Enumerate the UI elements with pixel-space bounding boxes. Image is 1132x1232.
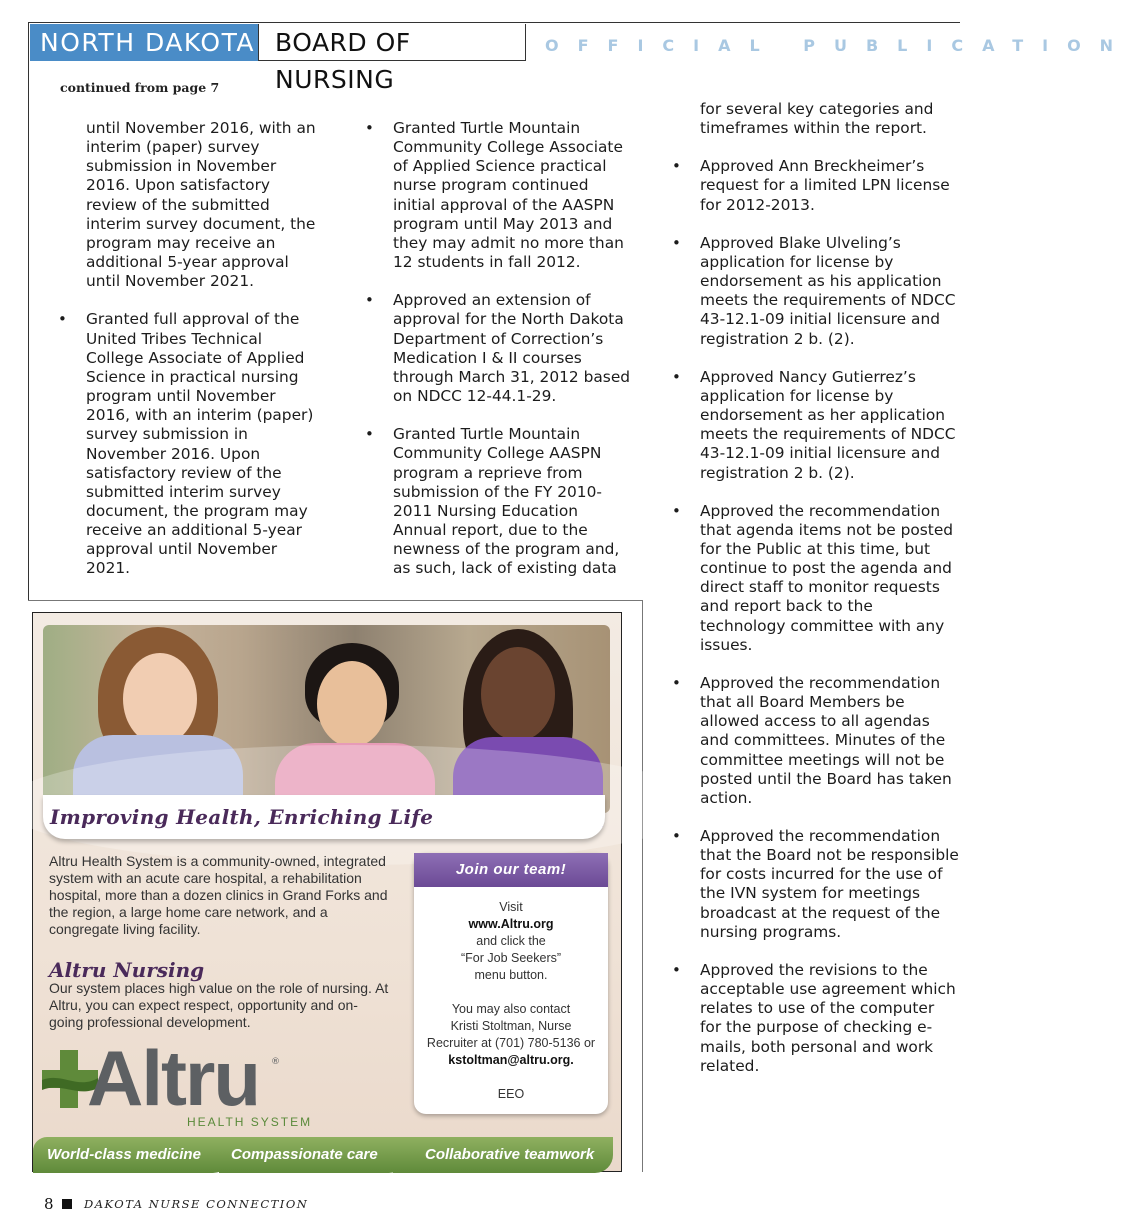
ad-intro-text: Altru Health System is a community-owned, integrated system with an acute care hospital, a rehabilitation hospital, more than a dozen clinics in Grand Forks and the region, a large home care network, and a congregate living facility. [49,853,388,937]
article-column-1 [54,119,322,598]
altru-advertisement [32,612,622,1172]
list-item-text: Approved Nancy Gutierrez’s application for license by endorsement as her application meets the requirements of NDCC 43-12.1-09 initial licensure and registration 2 b. (2). [700,367,956,482]
list-item-text: Approved the recommendation that the Board not be responsible for costs incurred for the use of the IVN system for meetings broadcast at the request of the nursing programs. [700,827,959,941]
list-item [668,157,960,214]
bullet-icon: • [672,233,681,252]
footer-pill-teamwork: Collaborative teamwork [393,1137,613,1173]
header-state: NORTH DAKOTA [30,24,258,61]
footer-pill-care: Compassionate care [219,1137,407,1173]
ad-nursing-title: Altru Nursing [49,958,205,982]
list-item [668,674,960,808]
ad-top-rule [28,600,642,601]
header-board: BOARD OF NURSING [258,24,526,61]
list-item-text: Approved Blake Ulveling’s application for license by endorsement as his application meets the requirements of NDCC 43-12.1-09 initial licensure and registration 2 b. (2). [700,233,956,348]
ad-footer-bar [33,1137,623,1173]
list-item [668,961,960,1076]
join-team-body [414,887,608,1103]
bullet-icon: • [672,501,681,520]
bullet-icon: • [672,960,681,979]
ad-tagline: Improving Health, Enriching Life [50,805,434,829]
bullet-icon: • [672,367,681,386]
registered-mark: ® [271,1057,280,1067]
header-rule [28,22,960,23]
bullet-icon: • [365,425,374,444]
list-item-text: Approved an extension of approval for the North Dakota Department of Correction’s Medication I & II courses through March 31, 2012 based on NDCC 12-44.1-29. [393,291,631,406]
join-job-seekers: “For Job Seekers” [460,951,562,965]
list-item [668,502,960,655]
join-eeo: EEO [497,1087,525,1101]
column-3-continuation: for several key categories and timeframes within the report. [700,100,934,138]
list-item [361,425,631,578]
list-item-text: Approved the revisions to the acceptable use agreement which relates to use of the computer for the purpose of checking e-mails, both personal and work related. [700,960,956,1075]
list-item-text: Approved Ann Breckheimer’s request for a limited LPN license for 2012-2013. [700,157,950,214]
join-contact-2: Kristi Stoltman, Nurse [450,1019,572,1033]
join-click: and click the [476,934,546,948]
article-column-2 [361,119,631,597]
join-menu: menu button. [474,968,548,982]
bullet-icon: • [365,291,374,310]
column-divider [642,600,643,1172]
bullet-icon: • [672,673,681,692]
footer-pill-medicine: World-class medicine [33,1137,231,1173]
publication-name: DAKOTA NURSE CONNECTION [84,1197,309,1211]
list-item-text: Granted full approval of the United Tribes Technical College Associate of Applied Science in practical nursing program until November 2016, with an interim (paper) survey submission in November 2016. Upon satisfactory review of the submitted interim survey document, the program may receive an additional 5-year approval until November 2021. [86,310,314,578]
header-official-publication: OFFICIAL PUBLICATION [545,36,1132,55]
ad-nursing-text: Our system places high value on the role of nursing. At Altru, you can expect respect, opportunity and on-going professional development. [49,980,389,1030]
list-item [361,291,631,406]
square-icon [62,1199,72,1209]
list-item-text: Approved the recommendation that all Board Members be allowed access to all agendas and committees. Minutes of the committee meetings will not be posted until the Board has taken action. [700,673,952,807]
bullet-icon: • [672,827,681,845]
join-email-link[interactable]: kstoltman@altru.org. [448,1053,574,1067]
list-item [361,119,631,272]
join-contact-3: Recruiter at (701) 780-5136 or [426,1036,596,1050]
column-1-continuation: until November 2016, with an interim (paper) survey submission in November 2016. Upon satisfactory review of the submitted interim survey document, the program may receive an additional 5-year approval until November 2021. [86,119,316,291]
list-item [668,368,960,483]
join-team-heading: Join our team! [414,853,608,887]
list-item [668,827,960,942]
bullet-icon: • [365,119,374,137]
altru-logo-subtitle: HEALTH SYSTEM [187,1115,313,1129]
join-url-link[interactable]: www.Altru.org [468,917,554,931]
list-item-text: Granted Turtle Mountain Community College AASPN program a reprieve from submission of the FY 2010-2011 Nursing Education Annual report, due to the newness of the program and, as such, lack of existing data [393,425,620,578]
list-item-text: Granted Turtle Mountain Community College Associate of Applied Science practical nurse program continued initial approval of the AASPN program until May 2013 and they may admit no more than 12 students in fall 2012. [393,119,624,272]
nurses-photo [43,625,610,813]
join-contact-1: You may also contact [451,1002,571,1016]
list-item-text: Approved the recommendation that agenda items not be posted for the Public at this time, but continue to post the agenda and direct staff to monitor requests and report back to the technology committee with any issues. [700,501,954,654]
list-item [54,310,322,578]
continued-label: continued from page 7 [60,80,220,95]
list-item [668,234,960,349]
join-team-box [414,853,608,1114]
bullet-icon: • [58,310,67,329]
altru-logo-word: Altru [87,1034,259,1122]
page-number: 8 [44,1195,54,1213]
bullet-icon: • [672,157,681,176]
article-column-3 [668,100,960,1095]
join-visit: Visit [499,900,523,914]
left-border [28,22,29,600]
